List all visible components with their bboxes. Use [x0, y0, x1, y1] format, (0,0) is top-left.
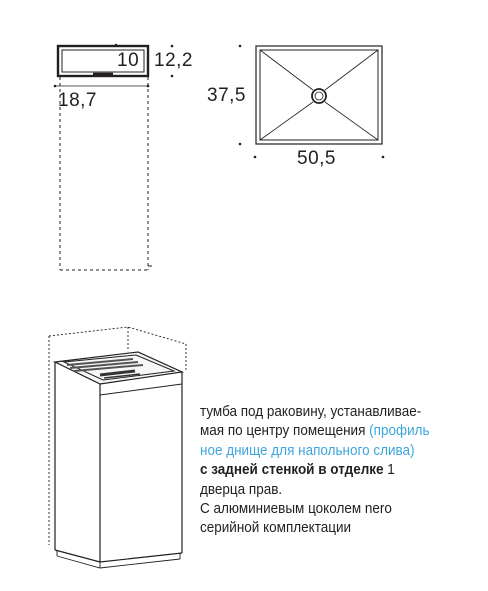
basin-top-view	[256, 46, 382, 144]
dim-basin-width: 50,5	[297, 148, 336, 169]
description-line-1: тумба под раковину, устанавливае-	[200, 403, 422, 420]
dim-side-height: 12,2	[154, 50, 193, 71]
description-link-profile: (профиль	[369, 422, 430, 440]
description-line-3: ное днище для напольного слива)	[200, 441, 415, 459]
description-line-6: С алюминиевым цоколем nero	[200, 500, 392, 518]
cabinet-3d-view	[49, 327, 186, 568]
description-line-4	[200, 460, 457, 479]
description-line-7: серийной комплектации	[200, 519, 352, 537]
description-line-2-text: мая по центру помещения	[200, 422, 370, 440]
description-bold-text: с задней стенкой в отделке	[200, 461, 384, 479]
dim-side-depth: 18,7	[58, 90, 97, 111]
dim-basin-depth: 37,5	[207, 85, 246, 106]
description-line-5: дверца прав.	[200, 480, 283, 498]
basin-side-view	[58, 46, 152, 270]
description-line-2	[200, 421, 457, 440]
description-line-4-count: 1	[383, 461, 395, 479]
dim-side-inner-depth: 10	[117, 50, 140, 71]
product-description	[200, 402, 457, 538]
